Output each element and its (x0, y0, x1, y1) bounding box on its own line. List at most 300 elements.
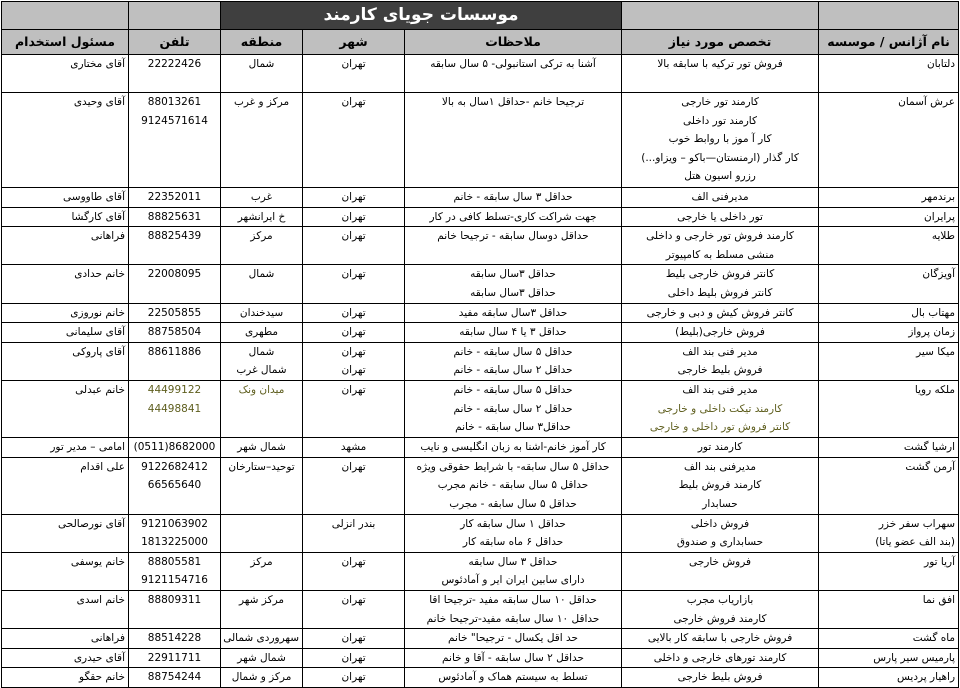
specialty-cell (622, 552, 819, 590)
notes-cell (405, 55, 622, 93)
cell-line: کانتر فروش تور داخلی و خارجی (649, 421, 791, 434)
cell-line: حداقل ۲ سال سابقه - خانم (453, 402, 573, 415)
cell-line: تهران (341, 364, 366, 377)
cell-line: آقای حیدری (73, 651, 125, 664)
contact-cell (2, 303, 129, 323)
cell-line: کار آموز خانم-اشنا به زبان انگلیسی و نایب (420, 440, 606, 453)
cell-line: حداقل ۶ ماه سابقه کار (462, 536, 564, 549)
contact-cell (2, 323, 129, 343)
cell-line: ارشیا گشت (903, 440, 956, 453)
cell-line: ماه گشت (912, 632, 956, 645)
cell-line: فروش خارجی (689, 555, 752, 568)
city-cell (303, 55, 405, 93)
cell-line: کارمند تور (697, 440, 743, 453)
phone-cell (129, 265, 221, 303)
cell-line: حسابداری و صندوق (676, 536, 764, 549)
cell-line: حداقل ۱۰ سال سابقه مفید -ترجیحا اقا (429, 593, 597, 606)
cell-line: 22008095 (147, 268, 202, 281)
table-row (2, 437, 959, 457)
contact-cell (2, 668, 129, 688)
banner-blank (819, 2, 959, 30)
org-cell (819, 303, 959, 323)
cell-line: کارمند فروش تور خارجی و داخلی (646, 230, 794, 243)
notes-cell (405, 323, 622, 343)
city-cell (303, 648, 405, 668)
cell-line: تهران (341, 345, 366, 358)
cell-line: 44499122 (147, 383, 202, 396)
cell-line: ملکه رویا (914, 383, 956, 396)
cell-line: حداقل ۳سال سابقه مفید (458, 306, 568, 319)
cell-line: تهران (341, 210, 366, 223)
city-cell (303, 188, 405, 208)
cell-line: حداقل ۵ سال سابقه- با شرایط حقوقی ویژه (416, 460, 610, 473)
cell-line: 88758504 (147, 326, 202, 339)
cell-line: کانتر فروش بلیط داخلی (667, 286, 773, 299)
cell-line: 66565640 (147, 479, 202, 492)
cell-line: تهران (341, 96, 366, 108)
cell-line: توحید–ستارخان (228, 460, 295, 473)
table-row (2, 514, 959, 552)
phone-cell (129, 55, 221, 93)
cell-line: پرایران (924, 210, 956, 223)
specialty-cell (622, 342, 819, 380)
cell-line: تسلط به سیستم هماک و آمادئوس (438, 671, 588, 684)
header-specialty: تخصص مورد نیاز (622, 30, 819, 55)
cell-line: شمال غرب (236, 364, 287, 377)
city-cell (303, 668, 405, 688)
contact-cell (2, 437, 129, 457)
city-cell (303, 629, 405, 649)
cell-line: دلتابان (926, 58, 956, 70)
cell-line: فروش تور ترکیه با سابقه بالا (657, 58, 783, 70)
cell-line: میکا سیر (916, 345, 956, 358)
cell-line: فروش داخلی (690, 517, 750, 530)
cell-line: رزرو اسیون هتل (684, 170, 756, 183)
cell-line: 22505855 (147, 306, 202, 319)
region-cell (221, 514, 303, 552)
city-cell (303, 457, 405, 514)
region-cell (221, 323, 303, 343)
region-cell (221, 303, 303, 323)
cell-line: مرکز (250, 555, 273, 568)
region-cell (221, 380, 303, 437)
org-cell (819, 457, 959, 514)
table-row (2, 457, 959, 514)
org-cell (819, 188, 959, 208)
header-region: منطقه (221, 30, 303, 55)
city-cell (303, 227, 405, 265)
cell-line: حداقل ۵ سال سابقه - خانم مجرب (437, 479, 589, 492)
cell-line: حداقل ۳ سال سابقه - خانم (453, 191, 573, 203)
table-row (2, 342, 959, 380)
table-row (2, 265, 959, 303)
contact-cell (2, 55, 129, 93)
specialty-cell (622, 188, 819, 208)
cell-line: مرکز (250, 230, 273, 243)
cell-line: امامی – مدیر تور (50, 440, 125, 453)
cell-line: مهتاب بال (911, 306, 956, 319)
table-row (2, 552, 959, 590)
cell-line: 1813225000 (141, 536, 208, 549)
notes-cell (405, 437, 622, 457)
contact-cell (2, 590, 129, 628)
city-cell (303, 93, 405, 188)
cell-line: آقای پاروکی (72, 345, 125, 358)
org-cell (819, 323, 959, 343)
org-cell (819, 55, 959, 93)
contact-cell (2, 629, 129, 649)
region-cell (221, 207, 303, 227)
contact-cell (2, 227, 129, 265)
cell-line: تهران (341, 191, 366, 203)
city-cell (303, 303, 405, 323)
cell-line: کارمند فروش بلیط (678, 479, 762, 492)
notes-cell (405, 265, 622, 303)
specialty-cell (622, 648, 819, 668)
cell-line: تهران (341, 593, 366, 606)
cell-line: سیدخندان (239, 306, 284, 319)
region-cell (221, 93, 303, 188)
table-row (2, 629, 959, 649)
cell-line: آرمن گشت (905, 460, 956, 473)
notes-cell (405, 590, 622, 628)
cell-line: خانم حدادی (74, 268, 125, 281)
specialty-cell (622, 207, 819, 227)
cell-line: کارمند تور داخلی (683, 114, 758, 127)
cell-line: 88514228 (147, 632, 202, 645)
banner-blank (129, 2, 221, 30)
notes-cell (405, 668, 622, 688)
city-cell (303, 552, 405, 590)
org-cell (819, 514, 959, 552)
cell-line: دارای سابین ایران ایر و آمادئوس (441, 574, 585, 587)
region-cell (221, 342, 303, 380)
cell-line: مرکز و شمال (231, 671, 292, 684)
cell-line: طلایه (931, 230, 956, 243)
phone-cell (129, 323, 221, 343)
cell-line: 9121154716 (141, 574, 208, 587)
table-row (2, 380, 959, 437)
notes-cell (405, 207, 622, 227)
cell-line: فراهانی (90, 230, 125, 243)
notes-cell (405, 93, 622, 188)
notes-cell (405, 380, 622, 437)
cell-line: آقای سلیمانی (65, 326, 125, 339)
region-cell (221, 457, 303, 514)
cell-line: پارمیس سیر پارس (873, 651, 956, 664)
cell-line: تهران (341, 460, 366, 473)
cell-line: خ ایرانشهر (237, 210, 286, 223)
notes-cell (405, 457, 622, 514)
org-cell (819, 629, 959, 649)
org-cell (819, 380, 959, 437)
cell-line: آقای کارگشا (71, 210, 125, 223)
cell-line: برندمهر (921, 191, 956, 203)
cell-line: 9121063902 (141, 517, 208, 530)
cell-line: تهران (341, 383, 366, 396)
cell-line: تهران (341, 268, 366, 281)
phone-cell (129, 590, 221, 628)
table-row (2, 207, 959, 227)
notes-cell (405, 648, 622, 668)
cell-line: کانتر فروش کیش و دبی و خارجی (646, 306, 794, 319)
cell-line: عرش آسمان (898, 96, 956, 108)
phone-cell (129, 207, 221, 227)
cell-line: آشنا به ترکی استانبولی- ۵ سال سابقه (430, 58, 596, 70)
contact-cell (2, 207, 129, 227)
cell-line: خانم حقگو (79, 671, 125, 684)
cell-line: آقای نورصالحی (58, 517, 125, 530)
phone-cell (129, 457, 221, 514)
table-row (2, 55, 959, 93)
table-row (2, 648, 959, 668)
cell-line: تهران (341, 632, 366, 645)
header-org: نام آژانس / موسسه (819, 30, 959, 55)
notes-cell (405, 552, 622, 590)
cell-line: ترجیحا خانم -حداقل ۱سال به بالا (441, 96, 585, 108)
specialty-cell (622, 265, 819, 303)
page-title: موسسات جویای کارمند (221, 2, 622, 30)
cell-line: 22352011 (147, 191, 202, 203)
region-cell (221, 648, 303, 668)
cell-line: 88805581 (147, 555, 202, 568)
cell-line: 9124571614 (141, 114, 208, 127)
cell-line: شمال (248, 345, 275, 358)
cell-line: کارمند تورهای خارجی و داخلی (653, 651, 787, 664)
cell-line: فراهانی (90, 632, 125, 645)
table-row (2, 188, 959, 208)
cell-line: شمال (248, 268, 275, 281)
cell-line: حداقل ۵ سال سابقه - خانم (453, 345, 573, 358)
cell-line: آقای وحیدی (73, 96, 125, 108)
cell-line: حداقل ۳سال سابقه (470, 268, 556, 281)
cell-line: کانتر فروش خارجی بلیط (665, 268, 775, 281)
banner-blank (2, 2, 129, 30)
cell-line: خانم اسدی (76, 593, 125, 606)
cell-line: مرکز و غرب (233, 96, 290, 108)
cell-line: تهران (341, 58, 366, 70)
phone-cell (129, 227, 221, 265)
cell-line: آقای طاووسی (63, 191, 125, 203)
city-cell (303, 380, 405, 437)
cell-line: مشهد (340, 440, 367, 453)
contact-cell (2, 552, 129, 590)
title-row (2, 2, 959, 30)
cell-line: 88825439 (147, 230, 202, 243)
org-cell (819, 648, 959, 668)
cell-line: تهران (341, 671, 366, 684)
region-cell (221, 55, 303, 93)
cell-line: حداقل ۳ سال سابقه (468, 555, 558, 568)
phone-cell (129, 668, 221, 688)
cell-line: مرکز شهر (239, 593, 284, 606)
org-cell (819, 342, 959, 380)
cell-line: سهراب سفر خزر (878, 517, 956, 530)
contact-cell (2, 380, 129, 437)
org-cell (819, 93, 959, 188)
region-cell (221, 668, 303, 688)
cell-line: 22222426 (147, 58, 202, 70)
region-cell (221, 227, 303, 265)
cell-line: افق نما (922, 593, 956, 606)
cell-line: 9122682412 (141, 460, 208, 473)
city-cell (303, 323, 405, 343)
cell-line: میدان ونک (238, 383, 285, 396)
cell-line: 88013261 (147, 96, 202, 108)
cell-line: حداقل ۲ سال سابقه - آقا و خانم (442, 651, 585, 664)
cell-line: علی اقدام (80, 460, 125, 473)
phone-cell (129, 648, 221, 668)
org-cell (819, 668, 959, 688)
cell-line: تهران (341, 306, 366, 319)
org-cell (819, 552, 959, 590)
cell-line: حداقل ۳ یا ۴ سال سابقه (459, 326, 567, 339)
cell-line: 44498841 (147, 402, 202, 415)
cell-line: کارمند تیکت داخلی و خارجی (657, 402, 783, 415)
header-contact: مسئول استخدام (2, 30, 129, 55)
cell-line: حداقل دوسال سابقه - ترجیحا خانم (437, 230, 589, 243)
org-cell (819, 207, 959, 227)
cell-line: حداقل۳ سال سابقه - خانم (455, 421, 571, 434)
cell-line: آویزگان (922, 268, 956, 281)
specialty-cell (622, 303, 819, 323)
region-cell (221, 188, 303, 208)
table-row (2, 93, 959, 188)
org-cell (819, 590, 959, 628)
table-row (2, 303, 959, 323)
contact-cell (2, 457, 129, 514)
cell-line: بازاریاب مجرب (686, 593, 754, 606)
cell-line: حد اقل یکسال - ترجیحا" خانم (447, 632, 579, 645)
cell-line: 88754244 (147, 671, 202, 684)
cell-line: 88809311 (147, 593, 202, 606)
cell-line: کارمند تور خارجی (681, 96, 759, 108)
specialty-cell (622, 437, 819, 457)
city-cell (303, 207, 405, 227)
contact-cell (2, 648, 129, 668)
cell-line: مدیر فنی بند الف (682, 383, 758, 396)
banner-blank (622, 2, 819, 30)
city-cell (303, 437, 405, 457)
cell-line: 88825631 (147, 210, 202, 223)
cell-line: تهران (341, 651, 366, 664)
specialty-cell (622, 514, 819, 552)
city-cell (303, 342, 405, 380)
cell-line: مدیرفنی بند الف (684, 460, 757, 473)
phone-cell (129, 629, 221, 649)
phone-cell (129, 380, 221, 437)
cell-line: منشی مسلط به کامپیوتر (665, 248, 775, 261)
region-cell (221, 265, 303, 303)
cell-line: تهران (341, 230, 366, 243)
contact-cell (2, 342, 129, 380)
specialty-cell (622, 668, 819, 688)
cell-line: حداقل ۵ سال سابقه - خانم (453, 383, 573, 396)
cell-line: زمان پرواز (908, 326, 956, 339)
contact-cell (2, 93, 129, 188)
cell-line: حداقل ۵ سال سابقه - مجرب (449, 497, 577, 510)
cell-line: 88611886 (147, 345, 202, 358)
region-cell (221, 590, 303, 628)
org-cell (819, 265, 959, 303)
table-row (2, 590, 959, 628)
cell-line: حداقل ۱۰ سال سابقه مفید-ترجیحا خانم (426, 612, 600, 625)
notes-cell (405, 629, 622, 649)
table-row (2, 668, 959, 688)
cell-line: کار گذار (ارمنستان—باکو – ویزاو...) (641, 151, 799, 164)
cell-line: فروش خارجی با سابقه کار بالایی (647, 632, 793, 645)
cell-line: 22911711 (147, 651, 202, 664)
notes-cell (405, 514, 622, 552)
cell-line: حداقل ۳سال سابقه (470, 286, 556, 299)
notes-cell (405, 227, 622, 265)
table-body (2, 55, 959, 688)
cell-line: کار آ موز با روابط خوب (668, 133, 772, 146)
cell-line: سهروردی شمالی (223, 632, 300, 645)
city-cell (303, 265, 405, 303)
city-cell (303, 590, 405, 628)
table-row (2, 323, 959, 343)
cell-line: جهت شراکت کاری-تسلط کافی در کار (429, 210, 597, 223)
cell-line: مطهری (244, 326, 279, 339)
cell-line: راهیار پردیس (897, 671, 956, 684)
header-phone: تلفن (129, 30, 221, 55)
specialty-cell (622, 380, 819, 437)
cell-line: 8682000(0511) (133, 440, 216, 453)
specialty-cell (622, 457, 819, 514)
cell-line: شمال (248, 58, 275, 70)
cell-line: کارمند فروش خارجی (673, 612, 767, 625)
cell-line: تهران (341, 326, 366, 339)
cell-line: فروش بلیط خارجی (677, 364, 763, 377)
job-listings-table (1, 1, 959, 688)
cell-line: مدیرفنی الف (691, 191, 749, 203)
header-city: شهر (303, 30, 405, 55)
org-cell (819, 227, 959, 265)
cell-line: شمال شهر (237, 651, 286, 664)
specialty-cell (622, 629, 819, 649)
cell-line: فروش خارجی(بلیط) (675, 326, 765, 339)
specialty-cell (622, 590, 819, 628)
phone-cell (129, 93, 221, 188)
cell-line: حداقل ۱ سال سابقه کار (460, 517, 566, 530)
phone-cell (129, 437, 221, 457)
cell-line: غرب (250, 191, 273, 203)
contact-cell (2, 188, 129, 208)
region-cell (221, 629, 303, 649)
notes-cell (405, 342, 622, 380)
table-row (2, 227, 959, 265)
cell-line: خانم یوسفی (70, 555, 125, 568)
phone-cell (129, 188, 221, 208)
cell-line: شمال شهر (237, 440, 286, 453)
specialty-cell (622, 93, 819, 188)
cell-line: مدیر فنی بند الف (682, 345, 758, 358)
cell-line: فروش بلیط خارجی (677, 671, 763, 684)
cell-line: تور داخلی یا خارجی (677, 210, 763, 223)
region-cell (221, 552, 303, 590)
cell-line: حداقل ۲ سال سابقه - خانم (453, 364, 573, 377)
notes-cell (405, 303, 622, 323)
cell-line: بندر انزلی (331, 517, 376, 530)
notes-cell (405, 188, 622, 208)
header-row (2, 30, 959, 55)
header-notes: ملاحظات (405, 30, 622, 55)
cell-line: آقای مختاری (70, 58, 125, 70)
specialty-cell (622, 55, 819, 93)
contact-cell (2, 514, 129, 552)
cell-line: خانم نوروزی (70, 306, 125, 319)
